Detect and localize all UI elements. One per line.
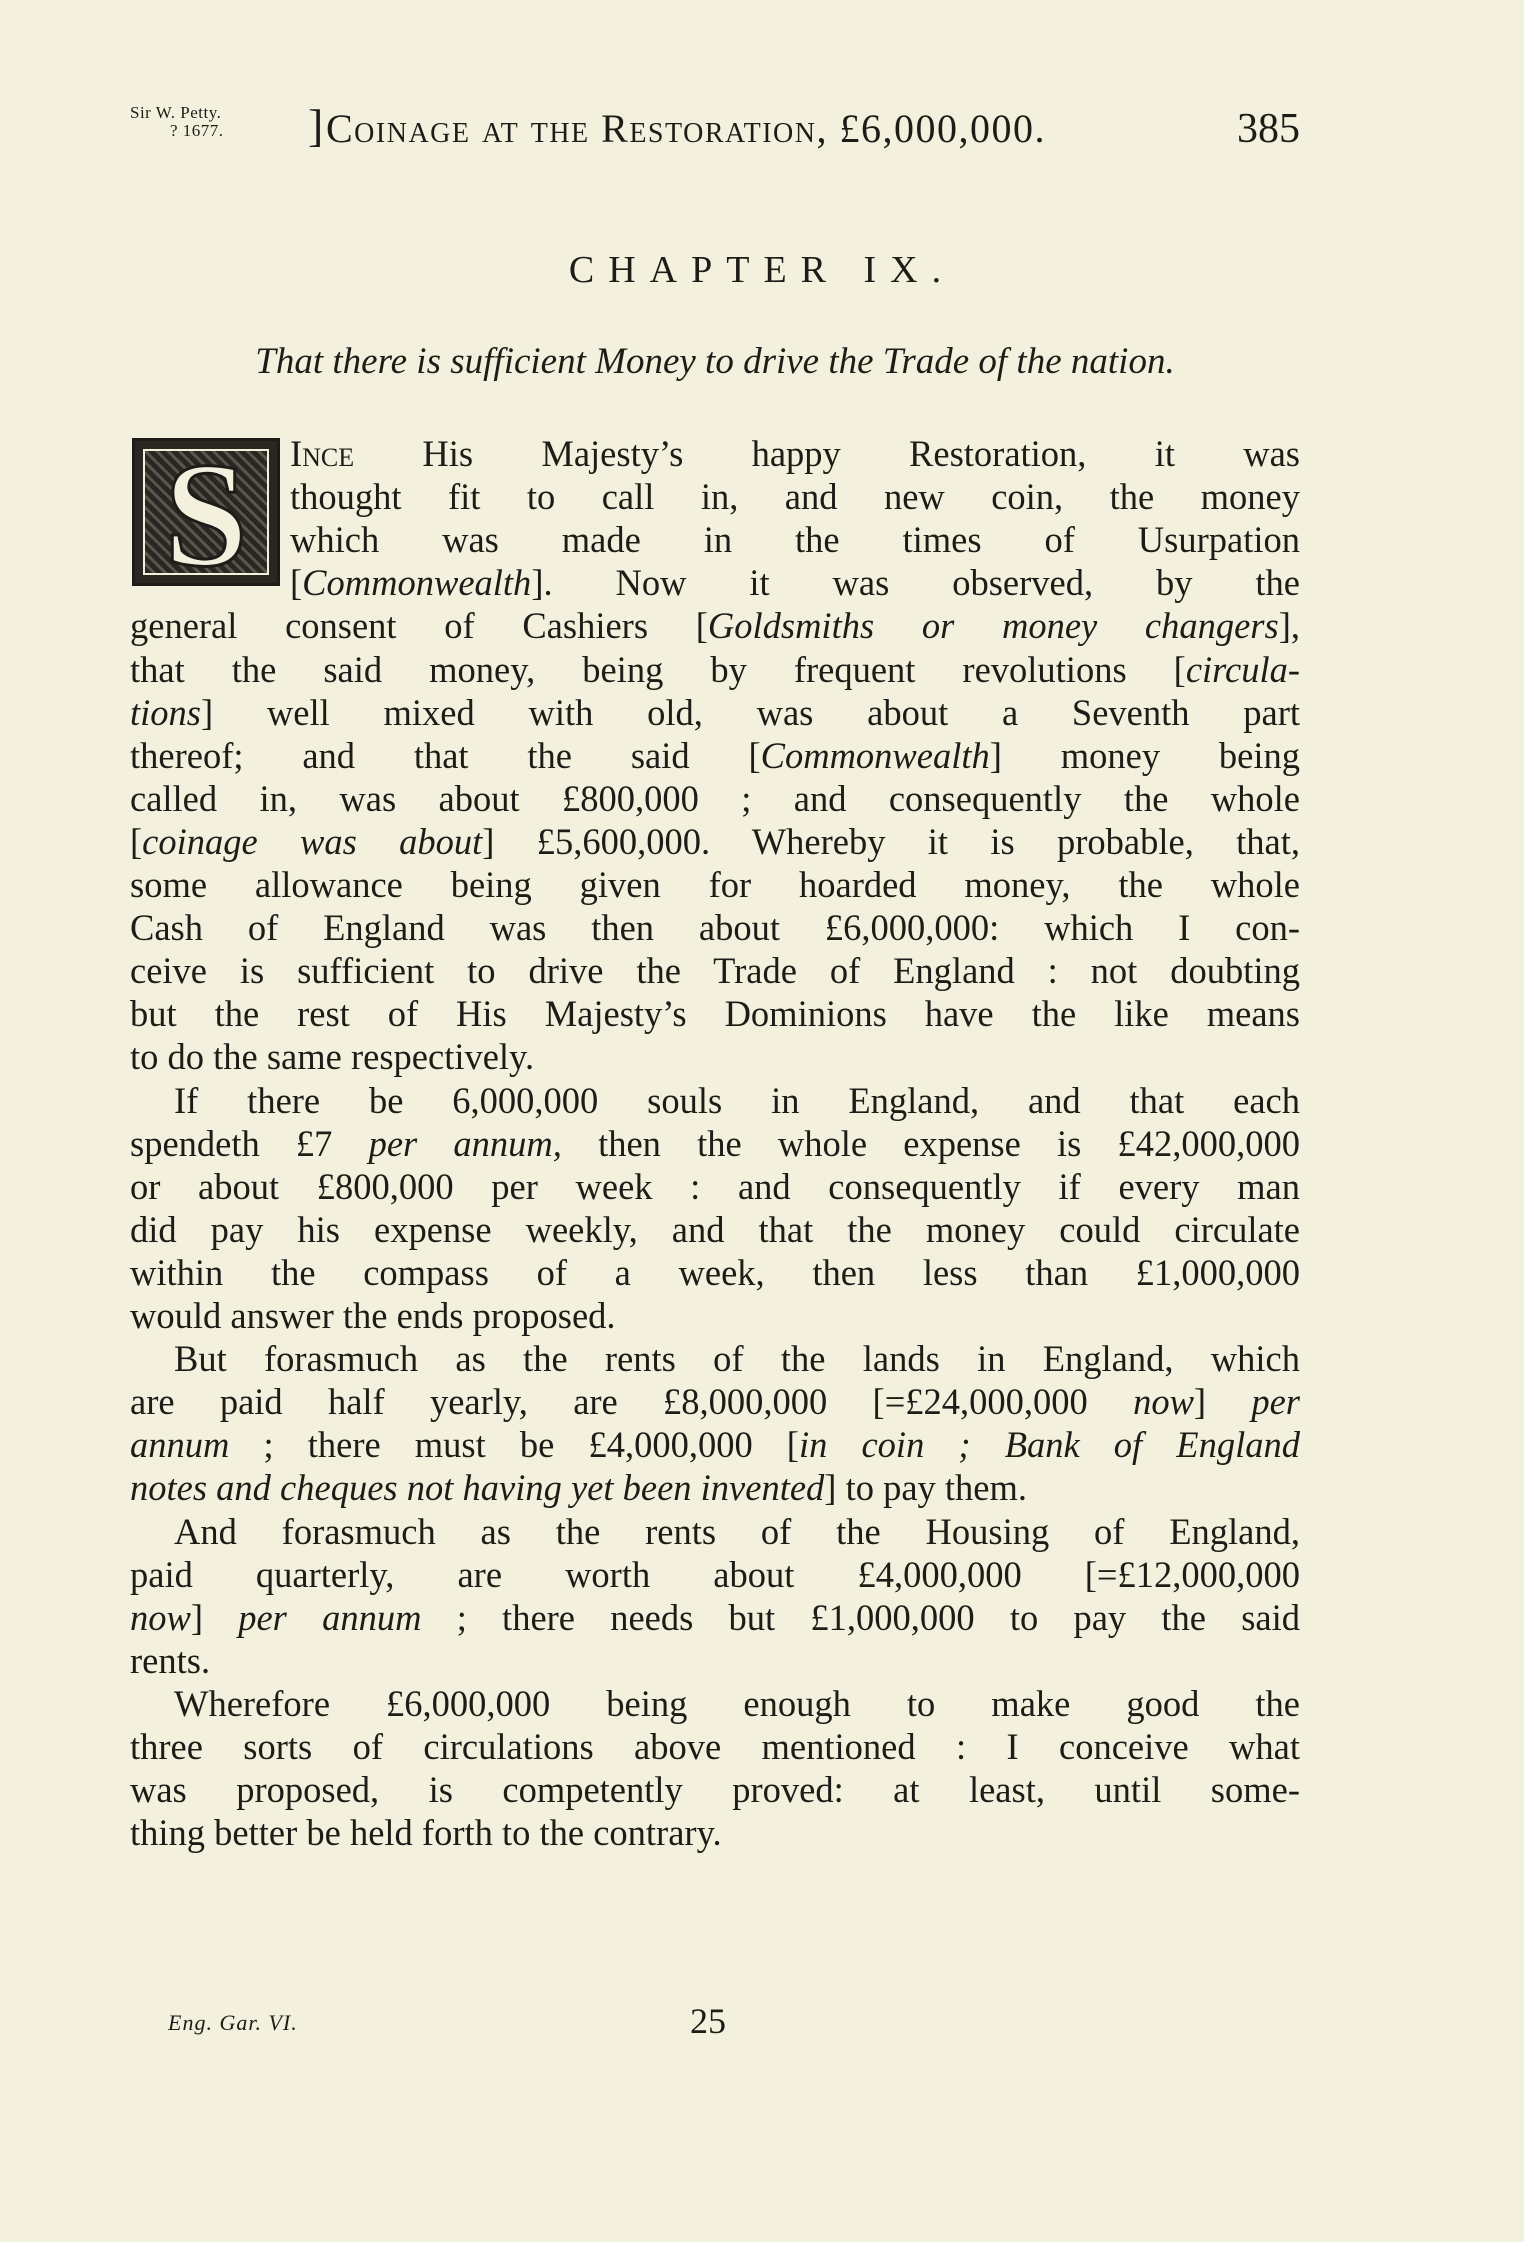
text-run: per annum (238, 1596, 422, 1638)
drop-cap (132, 432, 280, 598)
text-run: called in, was about £800,000 ; and consequently the whole (130, 777, 1300, 819)
text-line (130, 1337, 1300, 1381)
text-run: Commonwealth (302, 562, 532, 604)
text-run: thought fit to call in, and new coin, the money (290, 476, 1300, 518)
text-run: ] £5,600,000. Whereby it is probable, that, (482, 820, 1300, 862)
text-run: Cash of England was then about £6,000,000: which I con- (130, 907, 1300, 949)
text-run: some allowance being given for hoarded money, the whole (130, 864, 1300, 905)
text-line (130, 1466, 1300, 1510)
text-run: to do the same respectively. (130, 1036, 535, 1078)
text-run: Wherefore £6,000,000 being enough to make good the (174, 1682, 1300, 1724)
text-line (130, 1251, 1300, 1295)
text-run: ; there must be £4,000,000 [ (229, 1424, 799, 1466)
text-line (130, 1208, 1300, 1252)
text-run: thereof; and that the said [ (130, 734, 761, 776)
page-number: 385 (1237, 106, 1300, 152)
text-run: If there be 6,000,000 souls in England, and that each (174, 1079, 1300, 1121)
side-note-author: Sir W. Petty. (130, 103, 222, 122)
text-line (130, 1122, 1300, 1166)
text-line (130, 1294, 1300, 1338)
text-line (130, 1553, 1300, 1597)
text-run: ] (1193, 1381, 1252, 1423)
text-run: that the said money, being by frequent revolutions [ (130, 648, 1186, 690)
text-run: [ (290, 562, 303, 604)
text-run: But forasmuch as the rents of the lands in England, which (174, 1338, 1300, 1380)
text-run: general consent of Cashiers [ (130, 605, 708, 647)
text-run: did pay his expense weekly, and that the money could circulate (130, 1208, 1300, 1250)
text-line (130, 906, 1300, 950)
side-note-bracket: ] (308, 100, 324, 151)
text-run: Commonwealth (760, 734, 990, 776)
text-line (130, 820, 1300, 864)
text-run: notes and cheques not having yet been invented (130, 1467, 825, 1509)
text-run: ], (1278, 605, 1300, 647)
drop-cap-letter: S (164, 432, 248, 598)
text-run: circula- (1185, 648, 1300, 690)
text-run: ; there needs but £1,000,000 to pay the said (421, 1596, 1300, 1638)
text-run: per (1251, 1381, 1301, 1423)
text-line (130, 648, 1300, 692)
text-line (130, 1768, 1300, 1812)
running-head (130, 100, 1300, 170)
text-run: ] money being (989, 734, 1301, 776)
text-line (130, 992, 1300, 1036)
text-run: Ince (290, 433, 355, 474)
text-line (130, 691, 1300, 735)
text-line (290, 475, 1300, 519)
text-run: now (130, 1596, 191, 1638)
text-run: rents. (130, 1639, 211, 1681)
text-run: ] (190, 1596, 239, 1638)
text-run: are paid half yearly, are £8,000,000 [=£24,000,000 (130, 1381, 1134, 1423)
text-line (290, 518, 1300, 562)
text-run: per annum, (368, 1122, 562, 1164)
signature-number: 25 (690, 2001, 726, 2041)
text-run: then the whole expense is £42,000,000 (561, 1122, 1300, 1164)
text-line (290, 432, 1300, 476)
text-run: within the compass of a week, then less than £1,000,000 (130, 1251, 1300, 1293)
text-line (130, 1639, 1300, 1683)
text-run: annum (130, 1424, 230, 1466)
text-line (130, 734, 1300, 778)
text-run: in coin ; Bank of England (798, 1424, 1300, 1466)
running-head-title: Coinage at the Restoration, £6,000,000. (326, 106, 1046, 151)
text-line (130, 1423, 1300, 1467)
text-line (130, 1035, 1300, 1079)
text-line (130, 1079, 1300, 1123)
text-run: His Majesty’s happy Restoration, it was (354, 433, 1300, 474)
text-line (130, 863, 1300, 907)
text-line (130, 1510, 1300, 1554)
text-run: tions (130, 691, 201, 733)
text-run: And forasmuch as the rents of the Housing of England, (174, 1510, 1300, 1552)
text-run: paid quarterly, are worth about £4,000,000 [=£12,000,000 (130, 1553, 1300, 1595)
signature-mark: Eng. Gar. VI. (168, 2010, 298, 2035)
text-line (130, 1725, 1300, 1769)
text-run: which was made in the times of Usurpation (290, 519, 1300, 561)
text-run: now (1133, 1381, 1194, 1423)
text-line (130, 1811, 1300, 1855)
text-run: would answer the ends proposed. (130, 1295, 616, 1336)
text-run: ] to pay them. (824, 1467, 1028, 1509)
text-line (290, 561, 1300, 605)
text-run: three sorts of circulations above mentioned : I conceive what (130, 1726, 1300, 1767)
text-line (130, 1380, 1300, 1424)
text-run: spendeth £7 (130, 1122, 369, 1164)
side-note (130, 104, 224, 140)
text-line (130, 1682, 1300, 1726)
text-run: thing better be held forth to the contrary. (130, 1812, 722, 1854)
text-run: was proposed, is competently proved: at least, until some- (130, 1769, 1300, 1811)
text-run: [ (130, 820, 143, 862)
text-run: coinage was about (142, 820, 483, 862)
text-run: ceive is sufficient to drive the Trade of England : not doubting (130, 950, 1300, 992)
text-run: ] well mixed with old, was about a Seventh part (201, 691, 1300, 733)
text-run: but the rest of His Majesty’s Dominions have the like means (130, 993, 1300, 1035)
text-line (130, 1165, 1300, 1209)
text-run: or about £800,000 per week : and consequently if every man (130, 1165, 1300, 1207)
text-line (130, 1596, 1300, 1640)
text-line (130, 604, 1300, 648)
text-line (130, 949, 1300, 993)
text-run: ]. Now it was observed, by the (531, 562, 1300, 604)
text-run: Goldsmiths or money changers (707, 605, 1279, 647)
side-note-date: ? 1677. (170, 121, 224, 140)
chapter-heading: CHAPTER IX. (568, 249, 956, 291)
chapter-subtitle: That there is sufficient Money to drive the Trade of the nation. (255, 341, 1175, 382)
text-line (130, 777, 1300, 821)
